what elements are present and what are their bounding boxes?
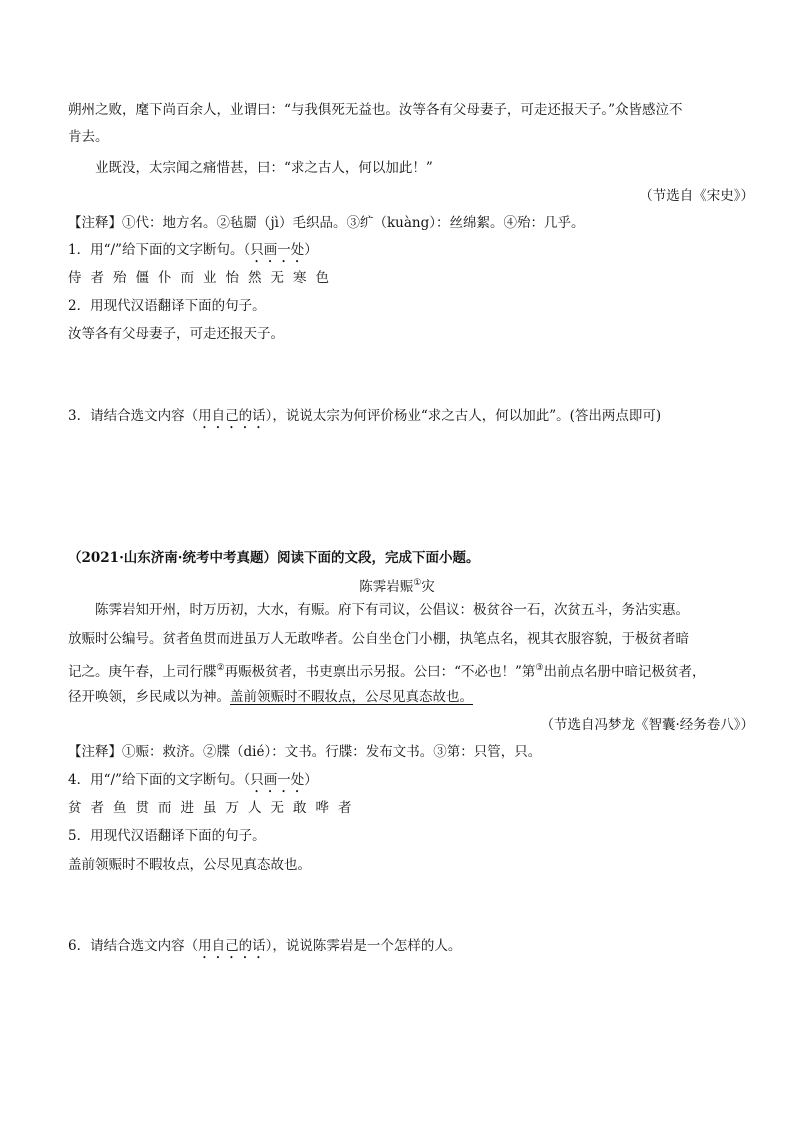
passage2-line1: 陈霁岩知开州，时万历初，大水，有赈。府下有司议，公倡议：极贫谷一石，次贫五斗，务沾实惠。 [95,602,689,618]
question-1 [68,240,754,266]
passage1-line1: 朔州之败，麾下尚百余人，业谓曰：“与我俱死无益也。汝等各有父母妻子，可走还报天子。”众皆感泣不 [68,102,683,118]
question-2-sentence: 汝等各有父母妻子，可走还报天子。 [68,326,284,342]
question-3-text-a: 3．请结合选文内容（ [68,408,199,424]
question-1-emphasis: 只画一处 [250,242,305,258]
passage2-intro: （2021·山东济南·统考中考真题）阅读下面的文段，完成下面小题。 [68,550,480,566]
passage2-line3-b: 再赈极贫者，书吏禀出示另报。公曰：“不必也！”第 [224,664,536,680]
question-4-text-c: ） [304,772,318,788]
question-3-text-c: ），说说太宗为何评价杨业“求之古人，何以加此”。(答出两点即可) [265,408,662,424]
passage2-line2: 放赈时公编号。贫者鱼贯而进虽万人无敢哗者。公自坐仓门小棚，执笔点名，视其衣服容貌，于极贫者暗 [68,631,689,647]
question-6-text-a: 6．请结合选文内容（ [68,938,199,954]
passage1-line2: 肯去。 [68,129,109,145]
question-6-emphasis: 用自己的话 [198,938,266,954]
passage1-note: 【注释】①代：地方名。②毡罽（jì）毛织品。③纩（kuàng）：丝绵絮。④殆：几乎。 [68,215,585,231]
question-5-sentence: 盖前领赈时不暇妆点，公尽见真态故也。 [68,857,311,873]
question-4 [68,770,754,796]
passage1-source: （节选自《宋史》） [639,188,754,204]
question-4-emphasis: 只画一处 [250,772,305,788]
passage2-note-mark-2: ② [216,663,225,673]
passage2-title-b: 灾 [421,579,435,595]
question-5: 5．用现代汉语翻译下面的句子。 [68,828,266,844]
passage2-underlined-sentence: 盖前领赈时不暇妆点，公尽见真态故也。 [230,689,473,705]
passage2-note: 【注释】①赈：救济。②牒（dié）：文书。行牒：发布文书。③第：只管，只。 [68,744,542,760]
passage2-title-note-mark: ① [413,578,422,588]
passage1-paragraph2: 业既没，太宗闻之痛惜甚，曰：“求之古人，何以加此！” [95,160,433,176]
question-6 [68,936,754,962]
question-1-text-a: 1．用“/”给下面的文字断句。（ [68,242,251,258]
passage2-line3-c: 出前点名册中暗记极贫者， [543,664,706,680]
passage2-note-mark-3: ③ [535,663,544,673]
passage2-title-a: 陈霁岩赈 [359,579,414,595]
question-3 [68,406,754,432]
passage2-line4 [68,687,754,707]
passage2-line3 [68,658,754,682]
passage2-line3-a: 记之。庚午春，上司行牒 [68,664,217,680]
question-4-text-a: 4．用“/”给下面的文字断句。（ [68,772,251,788]
question-1-sentence: 侍者殆僵仆而业怡然无寒色 [68,270,338,286]
question-2: 2．用现代汉语翻译下面的句子。 [68,298,266,314]
passage2-source: （节选自冯梦龙《智囊·经务卷八》） [540,717,754,733]
passage2-line4-a: 径开唤领，乡民咸以为神。 [68,689,230,705]
question-1-text-c: ） [304,242,318,258]
passage2-title [0,573,794,597]
question-6-text-c: ），说说陈霁岩是一个怎样的人。 [265,938,462,954]
question-4-sentence: 贫者鱼贯而进虽万人无敢哗者 [68,800,361,816]
question-3-emphasis: 用自己的话 [198,408,266,424]
